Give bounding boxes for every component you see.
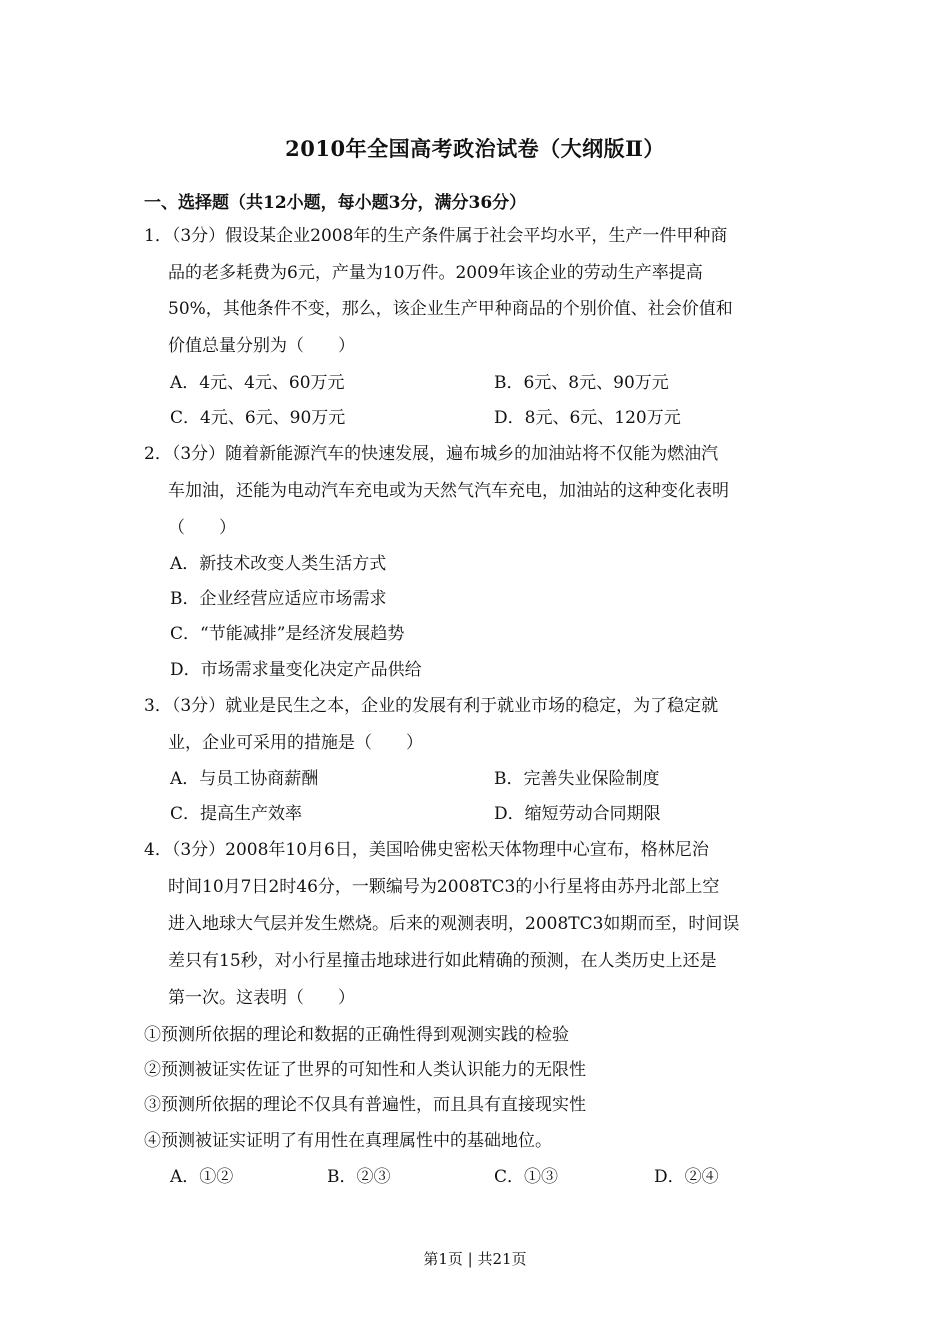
question-1-option-b: B．6元、8元、90万元 [494, 373, 669, 393]
question-4-option-b: B．②③ [327, 1167, 391, 1187]
question-2-line-3: （ ） [168, 518, 236, 538]
question-4-option-d: D．②④ [654, 1167, 719, 1187]
question-4-line-1: 4．（3分）2008年10月6日，美国哈佛史密松天体物理中心宣布，格林尼治 [144, 840, 709, 860]
question-3-option-a: A．与员工协商薪酬 [170, 769, 319, 789]
question-4-line-4: 差只有15秒，对小行星撞击地球进行如此精确的预测，在人类历史上还是 [168, 951, 717, 971]
question-2-line-2: 车加油，还能为电动汽车充电或为天然气汽车充电，加油站的这种变化表明 [168, 481, 729, 501]
question-1-option-d: D．8元、6元、120万元 [494, 408, 681, 428]
question-2-option-c: C．“节能减排”是经济发展趋势 [170, 624, 405, 644]
question-3-option-c: C．提高生产效率 [170, 804, 303, 824]
question-4-statement-4: ④预测被证实证明了有用性在真理属性中的基础地位。 [144, 1131, 552, 1151]
question-4-statement-3: ③预测所依据的理论不仅具有普遍性，而且具有直接现实性 [144, 1095, 586, 1115]
question-2-option-d: D．市场需求量变化决定产品供给 [170, 660, 422, 680]
section-heading: 一、选择题（共12小题，每小题3分，满分36分） [144, 193, 527, 213]
question-4-statement-2: ②预测被证实佐证了世界的可知性和人类认识能力的无限性 [144, 1060, 586, 1080]
question-1-line-4: 价值总量分别为（ ） [168, 336, 355, 356]
question-4-option-a: A．①② [170, 1167, 234, 1187]
question-4-line-3: 进入地球大气层并发生燃烧。后来的观测表明，2008TC3如期而至，时间误 [168, 914, 740, 934]
question-2-option-b: B．企业经营应适应市场需求 [170, 589, 387, 609]
page-title: 2010年全国高考政治试卷（大纲版Ⅱ） [285, 136, 665, 161]
question-3-line-2: 业，企业可采用的措施是（ ） [168, 733, 423, 753]
question-3-line-1: 3．（3分）就业是民生之本，企业的发展有利于就业市场的稳定，为了稳定就 [144, 696, 719, 716]
question-4-line-5: 第一次。这表明（ ） [168, 988, 355, 1008]
question-4-line-2: 时间10月7日2时46分，一颗编号为2008TC3的小行星将由苏丹北部上空 [168, 877, 720, 897]
question-1-line-3: 50%，其他条件不变，那么，该企业生产甲种商品的个别价值、社会价值和 [168, 299, 733, 319]
question-1-line-2: 品的老多耗费为6元，产量为10万件。2009年该企业的劳动生产率提高 [168, 263, 703, 283]
question-3-option-b: B．完善失业保险制度 [494, 769, 660, 789]
question-1-line-1: 1．（3分）假设某企业2008年的生产条件属于社会平均水平，生产一件甲种商 [144, 226, 728, 246]
question-4-option-c: C．①③ [494, 1167, 559, 1187]
page-footer: 第1页 | 共21页 [423, 1250, 527, 1268]
question-4-statement-1: ①预测所依据的理论和数据的正确性得到观测实践的检验 [144, 1025, 569, 1045]
question-1-option-c: C．4元、6元、90万元 [170, 408, 346, 428]
question-2-line-1: 2．（3分）随着新能源汽车的快速发展，遍布城乡的加油站将不仅能为燃油汽 [144, 444, 719, 464]
question-1-option-a: A．4元、4元、60万元 [170, 373, 345, 393]
question-3-option-d: D．缩短劳动合同期限 [494, 804, 661, 824]
question-2-option-a: A．新技术改变人类生活方式 [170, 554, 387, 574]
